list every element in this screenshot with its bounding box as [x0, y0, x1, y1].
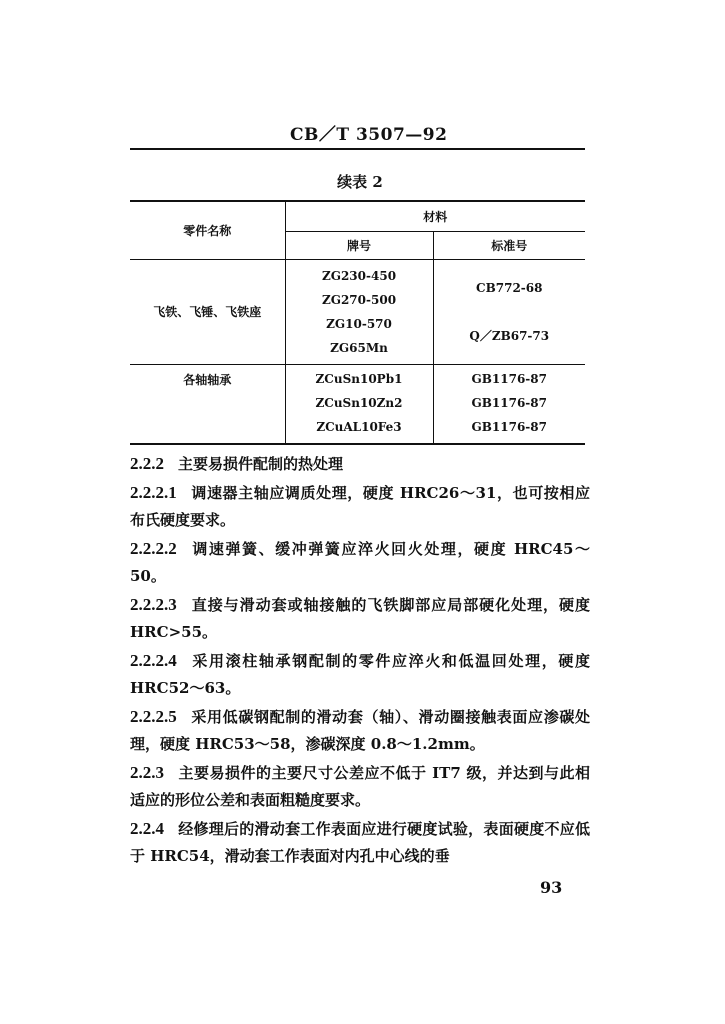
section-paragraph: [130, 759, 590, 815]
section-number: 2.2.2.4: [130, 650, 177, 670]
section-text: 直接与滑动套或轴接触的飞铁脚部应局部硬化处理，硬度 HRC>55。: [130, 595, 590, 641]
section-paragraph: [130, 535, 590, 591]
section-paragraph: [130, 703, 590, 759]
section-text: 采用低碳钢配制的滑动套（轴）、滑动圈接触表面应渗碳处理，硬度 HRC53～58，渗碳深度 0.8～1.2mm。: [130, 707, 590, 753]
standard-value: GB1176-87: [471, 419, 547, 434]
section-number: 2.2.2.5: [130, 706, 177, 726]
part-name-cell: 飞铁、飞锤、飞铁座: [153, 305, 262, 319]
standard-value: GB1176-87: [471, 395, 547, 410]
section-number: 2.2.2.3: [130, 594, 177, 614]
section-text: 经修理后的滑动套工作表面应进行硬度试验，表面硬度不应低于 HRC54，滑动套工作表面对内孔中心线的垂: [130, 819, 590, 865]
section-paragraph: [130, 815, 590, 871]
header-grade: 牌号: [285, 231, 433, 259]
standard-value: CB772-68: [476, 280, 543, 295]
section-number: 2.2.2.2: [130, 538, 177, 558]
section-text: 主要易损件配制的热处理: [178, 455, 344, 473]
section-paragraph: [130, 647, 590, 703]
page-number: 93: [540, 878, 563, 897]
section-text: 调速弹簧、缓冲弹簧应淬火回火处理，硬度 HRC45～50。: [130, 539, 590, 585]
header-standard: 标准号: [433, 231, 585, 259]
grade-value: ZG10-570: [326, 316, 392, 331]
grade-cell: [285, 259, 433, 364]
header-part-name: 零件名称: [130, 201, 285, 259]
section-number: 2.2.3: [130, 762, 164, 782]
section-paragraph: [130, 591, 590, 647]
document-code-header: CB／T 3507—92: [290, 125, 448, 145]
grade-value: ZG270-500: [321, 292, 397, 307]
table-caption: 续表 2: [337, 173, 383, 191]
body-text: [130, 450, 590, 871]
grade-value: ZG65Mn: [330, 340, 388, 355]
section-number: 2.2.2: [130, 454, 164, 473]
grade-value: ZCuSn10Pb1: [315, 371, 403, 386]
standard-value: Q／ZB67-73: [469, 328, 550, 343]
table-row: [130, 364, 585, 444]
grade-cell: [285, 364, 433, 444]
section-paragraph: [130, 450, 590, 479]
standard-cell: [433, 364, 585, 444]
section-text: 主要易损件的主要尺寸公差应不低于 IT7 级，并达到与此相适应的形位公差和表面粗糙度要求。: [130, 763, 590, 809]
header-material: 材料: [285, 201, 585, 231]
section-text: 调速器主轴应调质处理，硬度 HRC26～31，也可按相应布氏硬度要求。: [130, 483, 590, 529]
section-text: 采用滚柱轴承钢配制的零件应淬火和低温回处理，硬度 HRC52～63。: [130, 651, 590, 697]
standard-cell: [433, 259, 585, 364]
section-number: 2.2.4: [130, 818, 164, 838]
section-number: 2.2.2.1: [130, 482, 177, 502]
header-rule: [130, 148, 585, 150]
section-paragraph: [130, 479, 590, 535]
part-name-cell: 各轴轴承: [183, 372, 232, 387]
table-row: [130, 259, 585, 364]
grade-value: ZG230-450: [321, 268, 397, 283]
grade-value: ZCuAL10Fe3: [316, 419, 402, 434]
grade-value: ZCuSn10Zn2: [315, 395, 403, 410]
materials-table: [130, 200, 585, 445]
standard-value: GB1176-87: [471, 371, 547, 386]
